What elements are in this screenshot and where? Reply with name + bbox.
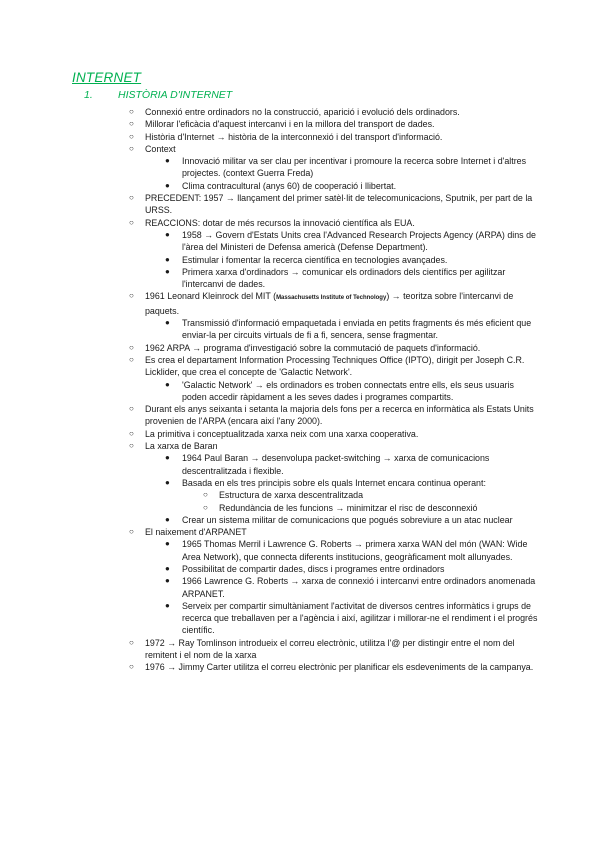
- sub-sub-list: [203, 489, 540, 514]
- item-text: 1958 → Govern d'Estats Units crea l'Advanced Research Projects Agency (ARPA) dins de l'àrea del Ministeri de Defensa americà (Defense Department).: [182, 229, 536, 253]
- sub-list-item: [165, 563, 540, 575]
- sub-list-item: [165, 575, 540, 600]
- item-text: 1976 → Jimmy Carter utilitza el correu electrònic per planificar els esdeveniments de la campanya.: [145, 662, 534, 673]
- item-text: Clima contracultural (anys 60) de cooperació i llibertat.: [182, 180, 397, 191]
- list-item: [129, 217, 540, 291]
- item-text: Es crea el departament Information Processing Techniques Office (IPTO), dirigit per Joseph C.R. Licklider, que crea el concepte de 'Galactic Network'.: [145, 354, 525, 378]
- list-item: [129, 131, 540, 143]
- filled-bullet-icon: ●: [165, 180, 170, 190]
- sub-list-item: [165, 600, 540, 637]
- sub-list-item: [165, 317, 540, 342]
- item-text: Basada en els tres principis sobre els quals Internet encara continua operant:: [182, 477, 486, 488]
- list-item: [129, 290, 540, 341]
- sub-list-item: [165, 452, 540, 477]
- item-text: 1964 Paul Baran → desenvolupa packet-switching → xarxa de comunicacions descentralitzada i flexible.: [182, 453, 490, 476]
- list-item: [129, 661, 540, 673]
- filled-bullet-icon: ●: [165, 600, 170, 610]
- section-title: HISTÒRIA D'INTERNET: [118, 89, 233, 101]
- filled-bullet-icon: ●: [165, 318, 170, 328]
- hollow-bullet-icon: ○: [129, 527, 134, 537]
- sub-list-item: [165, 180, 540, 192]
- item-text: Connexió entre ordinadors no la construcció, aparició i evolució dels ordinadors.: [145, 107, 460, 117]
- mit-fullname: Massachusetts Institute of Technology: [276, 295, 387, 302]
- item-text: Context: [145, 143, 176, 154]
- section-heading: [84, 89, 232, 101]
- hollow-bullet-icon: ○: [129, 637, 134, 647]
- hollow-bullet-icon: ○: [129, 131, 134, 141]
- sub-list: [165, 229, 540, 290]
- hollow-bullet-icon: ○: [129, 291, 134, 301]
- sub-list: [165, 379, 540, 404]
- item-text: 1962 ARPA → programa d'investigació sobre la commutació de paquets d'informació.: [145, 342, 481, 353]
- item-text: Crear un sistema militar de comunicacions que pogués sobreviure a un atac nuclear: [182, 514, 513, 525]
- item-text: Estimular i fomentar la recerca científica en tecnologies avançades.: [182, 254, 448, 265]
- item-text: ) → teoritza sobre l'intercanvi de paquets.: [145, 291, 514, 316]
- item-text: Durant els anys seixanta i setanta la majoria dels fons per a recerca en informàtica als Estats Units provenien de l'ARPA (encara així l'any 2000).: [145, 404, 534, 427]
- hollow-bullet-icon: ○: [129, 193, 134, 203]
- hollow-bullet-icon: ○: [129, 119, 134, 129]
- item-text: 1972 → Ray Tomlinson introdueix el correu electrònic, utilitza l'@ per distingir entre el nom del remitent i el nom de la xarxa: [145, 637, 515, 661]
- filled-bullet-icon: ●: [165, 453, 170, 463]
- item-text: Possibilitat de compartir dades, discs i programes entre ordinadors: [182, 563, 445, 574]
- filled-bullet-icon: ●: [165, 477, 170, 487]
- hollow-bullet-icon: ○: [129, 143, 134, 153]
- item-text: La xarxa de Baran: [145, 441, 218, 452]
- sub-list-item: [165, 477, 540, 514]
- list-item: [129, 118, 540, 130]
- item-text: REACCIONS: dotar de més recursos la innovació científica als EUA.: [145, 217, 415, 228]
- item-text: 1961 Leonard Kleinrock del MIT (: [145, 291, 277, 302]
- list-item: [129, 342, 540, 354]
- sub-list-item: [165, 514, 540, 526]
- item-text: Transmissió d'informació empaquetada i enviada en petits fragments és més eficient que enviar-la per circuits virtuals de fi a fi, sencera, sense fragmentar.: [182, 318, 532, 341]
- item-text: 1965 Thomas Merril i Lawrence G. Roberts → primera xarxa WAN del món (WAN: Wide Area Network), que connecta diferents institucions, geogràficament molt allunyades.: [182, 539, 528, 562]
- sub-list-item: [165, 254, 540, 266]
- sub-list-item: [165, 538, 540, 563]
- list-item: [129, 440, 540, 526]
- sub-list: [165, 538, 540, 636]
- list-item: [129, 428, 540, 440]
- filled-bullet-icon: ●: [165, 563, 170, 573]
- item-text: Primera xarxa d'ordinadors → comunicar els ordinadors dels científics per agilitzar l'intercanvi de dades.: [182, 266, 506, 290]
- document-title: INTERNET: [72, 70, 142, 85]
- item-text: Redundància de les funcions → minimitzar el risc de desconnexió: [219, 502, 478, 513]
- item-text: PRECEDENT: 1957 → llançament del primer satèl·lit de telecomunicacions, Sputnik, per part de la URSS.: [145, 193, 533, 216]
- hollow-bullet-icon: ○: [129, 428, 134, 438]
- sub-list-item: [165, 379, 540, 404]
- sub-list: [165, 317, 540, 342]
- filled-bullet-icon: ●: [165, 514, 170, 524]
- item-text: 'Galactic Network' → els ordinadors es troben connectats entre ells, els seus usuaris poden accedir ràpidament a les seves dades i programes compartits.: [182, 379, 514, 402]
- hollow-bullet-icon: ○: [129, 441, 134, 451]
- sub-list: [165, 452, 540, 526]
- hollow-bullet-icon: ○: [129, 217, 134, 227]
- item-text: Serveix per compartir simultàniament l'activitat de diversos centres informàtics i grups de recerca que treballaven per a l'agència i així, agilitzar i millorar-ne el rendiment i el progrés científic.: [182, 600, 538, 636]
- hollow-bullet-icon: ○: [129, 662, 134, 672]
- filled-bullet-icon: ●: [165, 156, 170, 166]
- item-text: Estructura de xarxa descentralitzada: [219, 490, 364, 501]
- sub-sub-list-item: [203, 489, 540, 501]
- filled-bullet-icon: ●: [165, 576, 170, 586]
- hollow-bullet-icon: ○: [129, 107, 134, 116]
- list-item: [129, 192, 540, 217]
- item-text: Millorar l'eficàcia d'aquest intercanvi i en la millora del transport de dades.: [145, 119, 435, 130]
- item-text: El naixement d'ARPANET: [145, 527, 247, 538]
- sub-list-item: [165, 155, 540, 180]
- filled-bullet-icon: ●: [165, 266, 170, 276]
- filled-bullet-icon: ●: [165, 539, 170, 549]
- list-item: [129, 143, 540, 192]
- sub-sub-list-item: [203, 502, 540, 514]
- sub-list-item: [165, 229, 540, 254]
- sub-list-item: [165, 266, 540, 291]
- item-text: La primitiva i conceptualitzada xarxa neix com una xarxa cooperativa.: [145, 428, 419, 439]
- hollow-bullet-icon: ○: [129, 404, 134, 414]
- hollow-bullet-icon: ○: [129, 354, 134, 364]
- list-item: [129, 637, 540, 662]
- hollow-bullet-icon: ○: [129, 342, 134, 352]
- sub-list: [165, 155, 540, 192]
- list-item: [129, 403, 540, 428]
- item-text: Innovació militar va ser clau per incentivar i promoure la recerca sobre Internet i d'altres projectes. (context Guerra Freda): [182, 156, 527, 179]
- hollow-bullet-icon: ○: [203, 502, 208, 512]
- list-item: [129, 106, 540, 118]
- section-number: 1.: [84, 89, 93, 101]
- list-item: [129, 354, 540, 403]
- item-text: 1966 Lawrence G. Roberts → xarxa de connexió i intercanvi entre ordinadors anomenada ARPANET.: [182, 576, 536, 599]
- filled-bullet-icon: ●: [165, 379, 170, 389]
- item-text: Història d'Internet → història de la interconnexió i del transport d'informació.: [145, 131, 443, 142]
- outline-list: [129, 106, 540, 674]
- hollow-bullet-icon: ○: [203, 490, 208, 500]
- list-item: [129, 526, 540, 637]
- filled-bullet-icon: ●: [165, 229, 170, 239]
- filled-bullet-icon: ●: [165, 254, 170, 264]
